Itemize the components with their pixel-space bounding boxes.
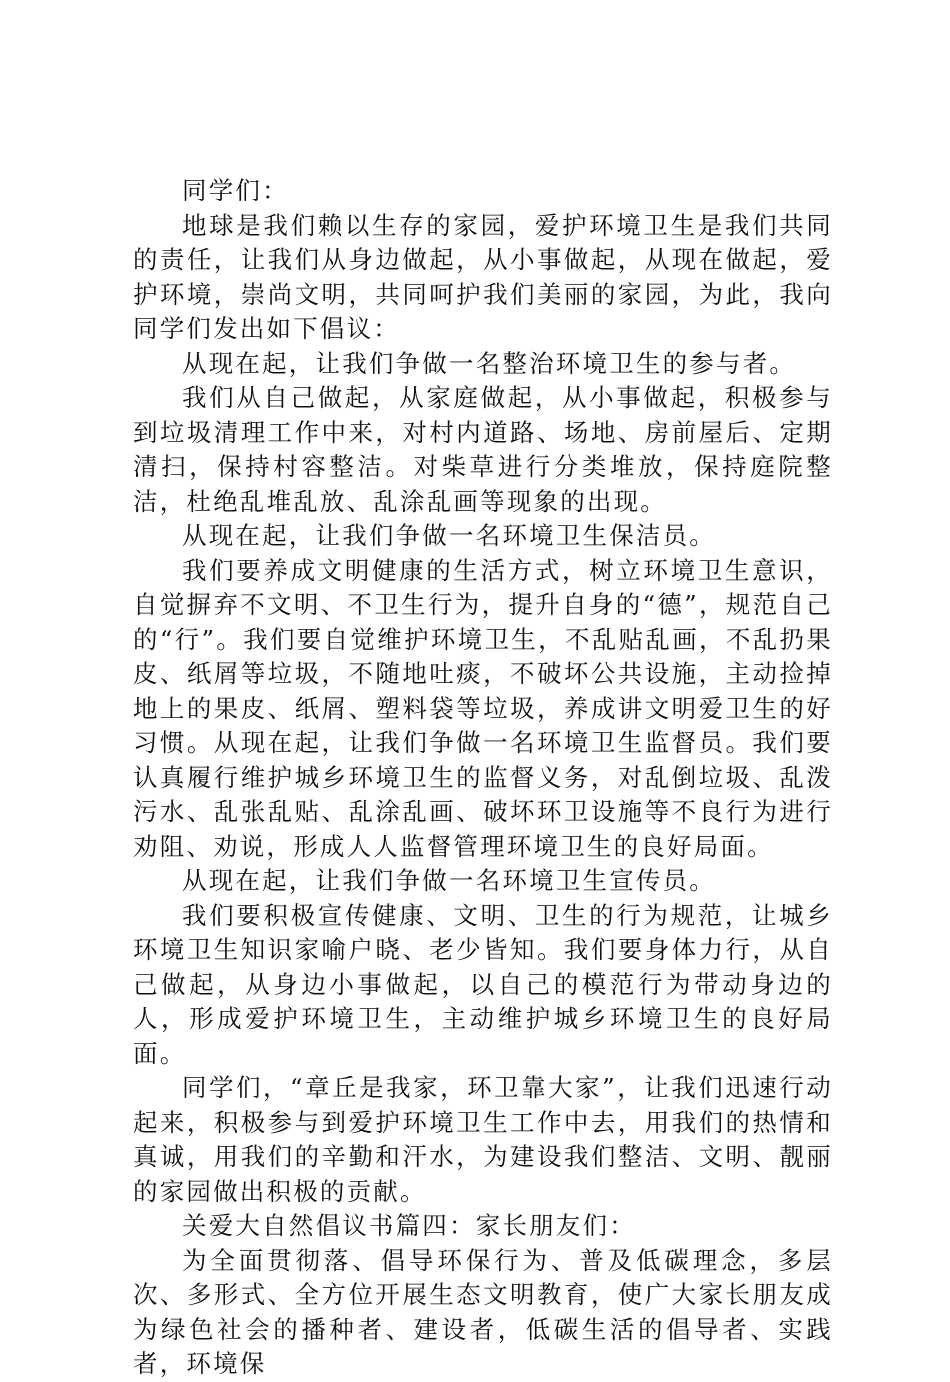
- body-paragraph: 我们要养成文明健康的生活方式，树立环境卫生意识，自觉摒弃不文明、不卫生行为，提升自身的“德”，规范自己的“行”。我们要自觉维护环境卫生，不乱贴乱画，不乱扔果皮、纸屑等垃圾，不随地吐痰，不破坏公共设施，主动捡掉地上的果皮、纸屑、塑料袋等垃圾，养成讲文明爱卫生的好习惯。从现在起，让我们争做一名环境卫生监督员。我们要认真履行维护城乡环境卫生的监督义务，对乱倒垃圾、乱泼污水、乱张乱贴、乱涂乱画、破坏环卫设施等不良行为进行劝阻、劝说，形成人人监督管理环境卫生的良好局面。: [133, 555, 833, 861]
- body-paragraph: 从现在起，让我们争做一名环境卫生宣传员。: [182, 866, 716, 895]
- body-paragraph: 我们要积极宣传健康、文明、卫生的行为规范，让城乡环境卫生知识家喻户晓、老少皆知。我们要身体力行，从自己做起，从身边小事做起，以自己的模范行为带动身边的人，形成爱护环境卫生，主动维护城乡环境卫生的良好局面。: [133, 900, 833, 1068]
- document-body: [133, 174, 833, 1382]
- body-paragraph: 从现在起，让我们争做一名环境卫生保洁员。: [182, 521, 716, 550]
- body-paragraph: 为全面贯彻落、倡导环保行为、普及低碳理念，多层次、多形式、全方位开展生态文明教育，使广大家长朋友成为绿色社会的播种者、建设者，低碳生活的倡导者、实践者，环境保: [133, 1245, 833, 1378]
- salutation-paragraph: 同学们：: [182, 176, 289, 205]
- body-paragraph: 我们从自己做起，从家庭做起，从小事做起，积极参与到垃圾清理工作中来，对村内道路、场地、房前屋后、定期清扫，保持村容整洁。对柴草进行分类堆放，保持庭院整洁，杜绝乱堆乱放、乱涂乱画等现象的出现。: [133, 383, 833, 516]
- body-paragraph: 同学们，“章丘是我家，环卫靠大家”，让我们迅速行动起来，积极参与到爱护环境卫生工作中去，用我们的热情和真诚，用我们的辛勤和汗水，为建设我们整洁、文明、靓丽的家园做出积极的贡献。: [133, 1073, 833, 1206]
- section-heading-paragraph: 关爱大自然倡议书篇四：家长朋友们：: [182, 1211, 636, 1240]
- body-paragraph: 从现在起，让我们争做一名整治环境卫生的参与者。: [182, 348, 797, 378]
- body-paragraph: 地球是我们赖以生存的家园，爱护环境卫生是我们共同的责任，让我们从身边做起，从小事做起，从现在做起，爱护环境，崇尚文明，共同呵护我们美丽的家园，为此，我向同学们发出如下倡议：: [133, 210, 833, 343]
